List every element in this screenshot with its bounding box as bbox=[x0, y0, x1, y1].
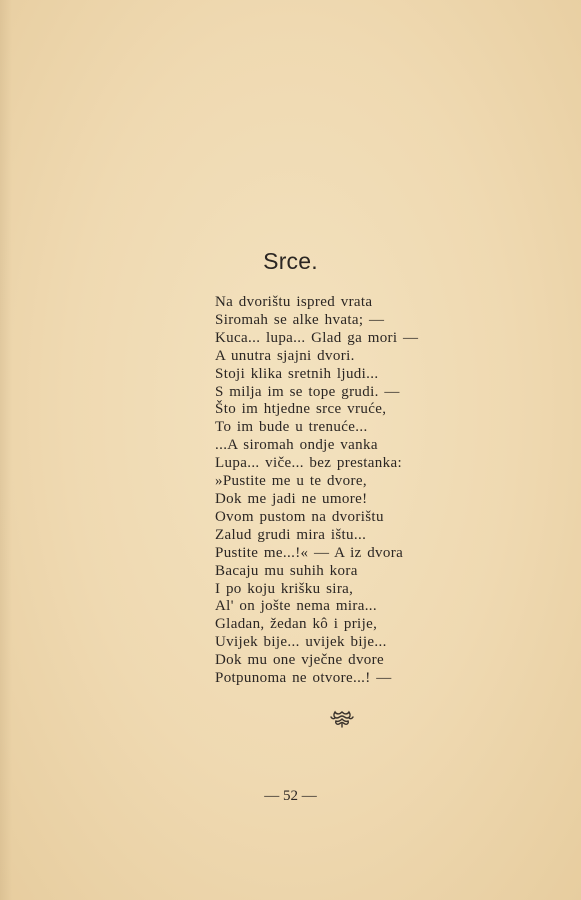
poem-line: Potpunoma ne otvore...! — bbox=[215, 670, 392, 687]
poem-line: I po koju krišku sira, bbox=[215, 580, 354, 597]
poem-line: ...A siromah ondje vanka bbox=[215, 437, 378, 454]
poem-line: Na dvorištu ispred vrata bbox=[215, 294, 373, 310]
poem-line: Kuca... lupa... Glad ga mori — bbox=[215, 329, 419, 346]
poem-line: Ovom pustom na dvorištu bbox=[215, 508, 384, 525]
poem-body bbox=[215, 294, 545, 688]
poem-line: Gladan, žedan kô i prije, bbox=[215, 616, 378, 633]
poem-line: »Pustite me u te dvore, bbox=[215, 473, 367, 490]
poem-line: Al' on jošte nema mira... bbox=[215, 598, 378, 615]
poem-line: Siromah se alke hvata; — bbox=[215, 311, 385, 328]
page-gutter-shadow bbox=[0, 0, 12, 900]
poem-line: Dok mu one vječne dvore bbox=[215, 652, 385, 669]
poem-line: S milja im se tope grudi. — bbox=[215, 383, 400, 400]
poem-line: Stoji klika sretnih ljudi... bbox=[215, 365, 379, 382]
poem-line: To im bude u trenuće... bbox=[215, 419, 368, 436]
poem-line: Lupa... viče... bez prestanka: bbox=[215, 455, 403, 472]
page-number: — 52 — bbox=[264, 788, 317, 804]
fleuron-ornament-icon bbox=[328, 710, 356, 728]
poem-line: Dok me jadi ne umore! bbox=[215, 490, 368, 507]
poem-line: Uvijek bije... uvijek bije... bbox=[215, 634, 387, 651]
poem-line: Pustite me...!« — A iz dvora bbox=[215, 544, 404, 561]
poem-line: Bacaju mu suhih kora bbox=[215, 562, 358, 579]
poem-line: Što im htjedne srce vruće, bbox=[215, 401, 387, 418]
poem-line: Zalud grudi mira ištu... bbox=[215, 526, 367, 543]
poem-line: A unutra sjajni dvori. bbox=[215, 347, 355, 364]
poem-title: Srce. bbox=[263, 248, 318, 274]
